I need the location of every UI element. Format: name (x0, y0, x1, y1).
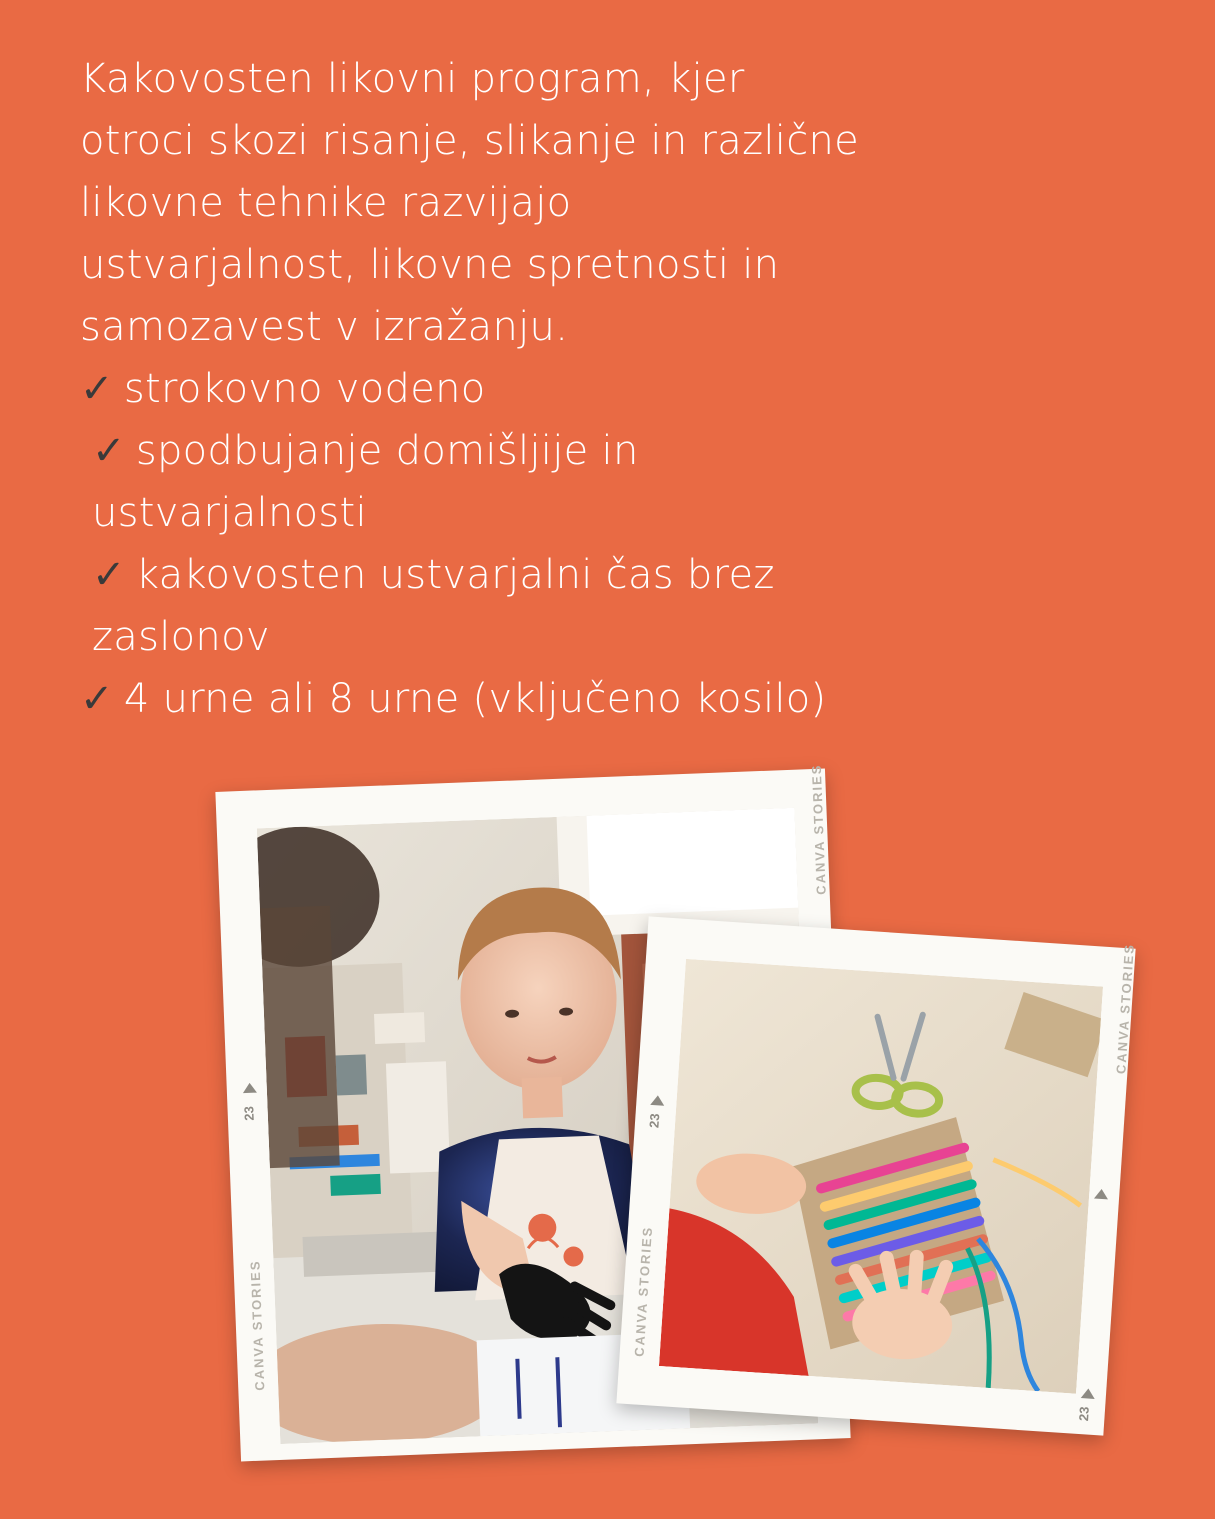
feature-item (80, 544, 860, 668)
watermark-top-right: CANVA STORIES (808, 763, 829, 896)
intro-paragraph: Kakovosten likovni program, kjer otroci skozi risanje, slikanje in različne likovne tehnike razvijajo ustvarjalnost, likovne spretnosti in samozavest v izražanju. (80, 56, 860, 350)
triangle-marker-icon (1094, 1189, 1109, 1200)
watermark-left-side: CANVA STORIES (247, 1259, 268, 1391)
checkmark-icon: ✓ (80, 676, 114, 722)
feature-text: spodbujanje domišljije in ustvarjalnosti (92, 428, 639, 536)
feature-text: kakovosten ustvarjalni čas brez zaslonov (92, 552, 775, 660)
program-description (80, 48, 860, 730)
frame-number-bottom-right: 23 (1075, 1406, 1092, 1422)
feature-text: strokovno vodeno (123, 366, 486, 412)
checkmark-icon: ✓ (80, 366, 114, 412)
watermark-left-side: CANVA STORIES (631, 1225, 656, 1358)
frame-number-left: 23 (646, 1112, 663, 1129)
photo-frame-weaving (616, 916, 1135, 1435)
photo-yarn-weaving (659, 959, 1103, 1394)
feature-text: 4 urne ali 8 urne (vključeno kosilo) (123, 676, 827, 722)
feature-item (80, 668, 860, 730)
triangle-marker-icon (243, 1083, 257, 1094)
feature-item (80, 420, 860, 544)
frame-number-left: 23 (241, 1105, 257, 1121)
checkmark-icon: ✓ (92, 428, 126, 474)
feature-item (80, 358, 860, 420)
triangle-marker-icon (650, 1095, 665, 1106)
watermark-top-right: CANVA STORIES (1113, 942, 1137, 1075)
checkmark-icon: ✓ (92, 552, 126, 598)
triangle-marker-icon (1081, 1388, 1096, 1399)
